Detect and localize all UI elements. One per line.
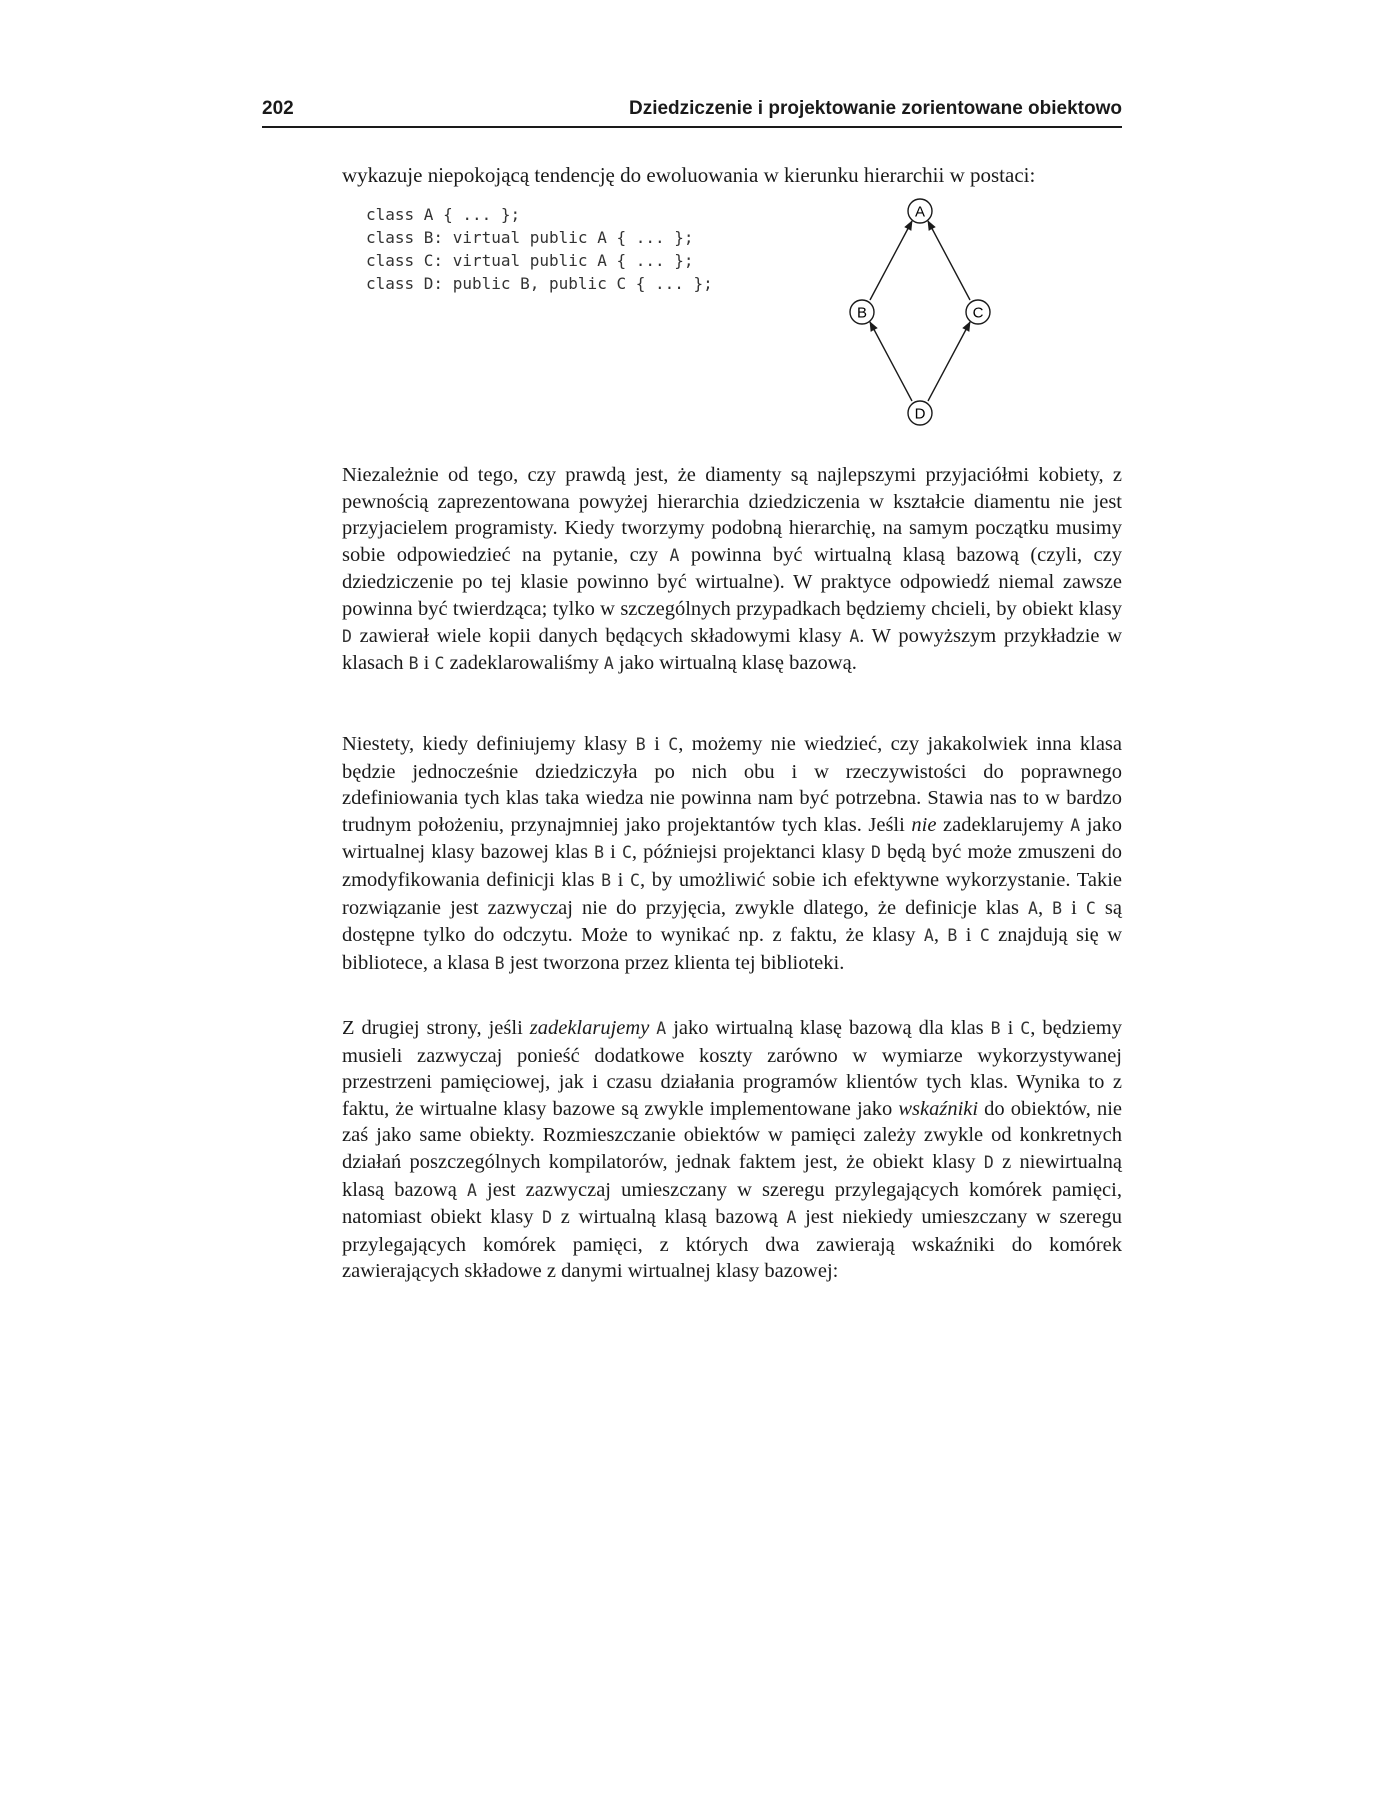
code-term: C (979, 926, 990, 946)
edge-c-to-a (928, 221, 970, 300)
emphasis: nie (911, 813, 937, 836)
text: , możemy nie wiedzieć, czy jakakolwiek inna klasa będzie jednocześnie dziedziczyła po nich obu i w rzeczywistości do poprawnego zdefiniowania tych klas taka wiedza nie powinna nam być potrzebna. Stawia nas to w bardzo trudnym położeniu, przynajmniej jako projektantów tych klas. Jeśli (342, 733, 1123, 836)
code-term: A (656, 1019, 667, 1038)
node-a (908, 199, 932, 223)
text: powinna być wirtualną klasą bazową (czyli, czy dziedziczenie po tej klasie powinno być wirtualne). W praktyce odpowiedź niemal zawsze powinna być twierdząca; tylko w szczególnych przypadkach będziemy chcieli, by obiekt klasy (342, 543, 1123, 620)
text: z niewirtualną klasą bazową (342, 1150, 1123, 1201)
diamond-inheritance-diagram (830, 195, 1010, 435)
code-term: A (923, 926, 934, 946)
code-term: B (947, 926, 958, 946)
edge-d-to-c (928, 322, 970, 401)
text: i (418, 652, 435, 675)
code-term: C (434, 654, 445, 674)
text: jest zazwyczaj umieszczany w szeregu przylegających komórek pamięci, natomiast obiekt klasy (342, 1178, 1122, 1229)
text: zadeklarujemy (936, 813, 1071, 836)
code-term: B (494, 953, 505, 973)
text: zawierał wiele kopii danych będących składowymi klasy (351, 624, 850, 647)
text: jest tworzona przez klienta tej biblioteki. (504, 951, 845, 974)
code-term: B (601, 870, 612, 890)
code-term: A (466, 1180, 477, 1200)
node-b (850, 300, 874, 324)
running-title: Dziedziczenie i projektowanie zorientowane obiektowo (628, 98, 1122, 119)
code-line: class B: virtual public A { ... }; (366, 228, 694, 247)
code-term: D (542, 1208, 553, 1228)
code-term: B (408, 654, 419, 674)
text: , będziemy musieli zazwyczaj ponieść dodatkowe koszty zarówno w wymiarze wykorzystywanej przestrzeni pamięciowej, jak i czasu działania programów klientów tych klas. Wynika to z faktu, że wirtualne klasy bazowe są zwykle implementowane jako (342, 1017, 1123, 1120)
page-header (262, 96, 1122, 128)
code-term: D (342, 626, 352, 646)
text: . W powyższym przykładzie w klasach (342, 624, 1122, 675)
node-c (966, 300, 990, 324)
code-term: C (1085, 898, 1096, 918)
code-term: A (603, 654, 614, 674)
text: zadeklarowaliśmy (444, 652, 604, 675)
edge-b-to-a (870, 221, 912, 300)
code-line: class C: virtual public A { ... }; (366, 251, 694, 270)
text: , (1037, 896, 1053, 919)
code-line: class D: public B, public C { ... }; (366, 274, 713, 293)
text: Niestety, kiedy definiujemy klasy (342, 733, 636, 755)
text: i (604, 841, 622, 864)
code-term: A (669, 545, 680, 565)
text: Niezależnie od tego, czy prawdą jest, że diamenty są najlepszymi przyjaciółmi kobiety, z pewnością zaprezentowana powyżej hierarchia dziedziczenia w kształcie diamentu nie jest przyjacielem programisty. Kiedy tworzymy podobną hierarchię, na samym początku musimy sobie odpowiedzieć na pytanie, czy (342, 464, 1122, 566)
code-term: A (1028, 898, 1038, 918)
code-line: class A { ... }; (366, 205, 521, 224)
node-d (908, 401, 932, 425)
code-listing (366, 203, 713, 295)
text: i (1062, 896, 1086, 919)
code-term: B (635, 735, 646, 754)
text: jako wirtualnej klasy bazowej klas (342, 813, 1123, 864)
code-term: C (621, 843, 632, 863)
page-number: 202 (262, 98, 294, 119)
code-term: D (870, 843, 881, 863)
code-term: C (1020, 1019, 1031, 1038)
code-term: A (786, 1208, 797, 1228)
text: , późniejsi projektanci klasy (631, 841, 871, 864)
text: i (957, 924, 980, 947)
emphasis: wskaźniki (898, 1097, 979, 1120)
code-term: B (594, 843, 605, 863)
node-a-label: A (914, 203, 926, 221)
text: jest niekiedy umieszczany w szeregu przylegających komórek pamięci, z których dwa zawierają wskaźniki do komórek zawierających składowe z danymi wirtualnej klasy bazowej: (342, 1206, 1122, 1283)
paragraph-design-difficulty (342, 731, 1122, 977)
emphasis: zadeklarujemy (529, 1017, 650, 1039)
text: są dostępne tylko do odczytu. Może to wynikać np. z faktu, że klasy (342, 896, 1123, 947)
code-term: C (668, 735, 679, 754)
text: jako wirtualną klasę bazową dla klas (666, 1017, 991, 1039)
text: znajdują się w bibliotece, a klasa (342, 924, 1122, 974)
node-d-label: D (914, 405, 926, 423)
text: jako wirtualną klasę bazową. (613, 652, 857, 675)
text: Z drugiej strony, jeśli (342, 1017, 530, 1039)
node-b-label: B (856, 304, 868, 322)
text: z wirtualną klasą bazową (552, 1206, 787, 1229)
paragraph-diamond-problem (342, 462, 1122, 678)
text: będą być może zmuszeni do zmodyfikowania definicji klas (342, 841, 1123, 891)
code-term: A (849, 626, 860, 646)
code-term: B (1052, 898, 1063, 918)
text: i (1000, 1017, 1021, 1039)
text: i (611, 868, 631, 891)
code-term: A (1070, 815, 1081, 835)
edge-d-to-b (870, 322, 912, 401)
text: , (933, 924, 948, 947)
code-term: B (990, 1019, 1001, 1038)
text: i (645, 733, 669, 755)
code-term: D (983, 1152, 994, 1172)
text: do obiektów, nie zaś jako same obiekty. Rozmieszczanie obiektów w pamięci zależy zwykle od konkretnych działań poszczególnych kompilatorów, jednak faktem jest, że obiekt klasy (342, 1097, 1122, 1173)
paragraph-virtual-cost (342, 1015, 1122, 1285)
code-term: C (630, 870, 640, 890)
intro-sentence: wykazuje niepokojącą tendencję do ewoluowania w kierunku hierarchii w postaci: (342, 163, 1036, 187)
text: , by umożliwić sobie ich efektywne wykorzystanie. Takie rozwiązanie jest zazwyczaj nie do przyjęcia, zwykle dlatego, że definicje klas (342, 868, 1122, 919)
node-c-label: C (972, 304, 984, 322)
